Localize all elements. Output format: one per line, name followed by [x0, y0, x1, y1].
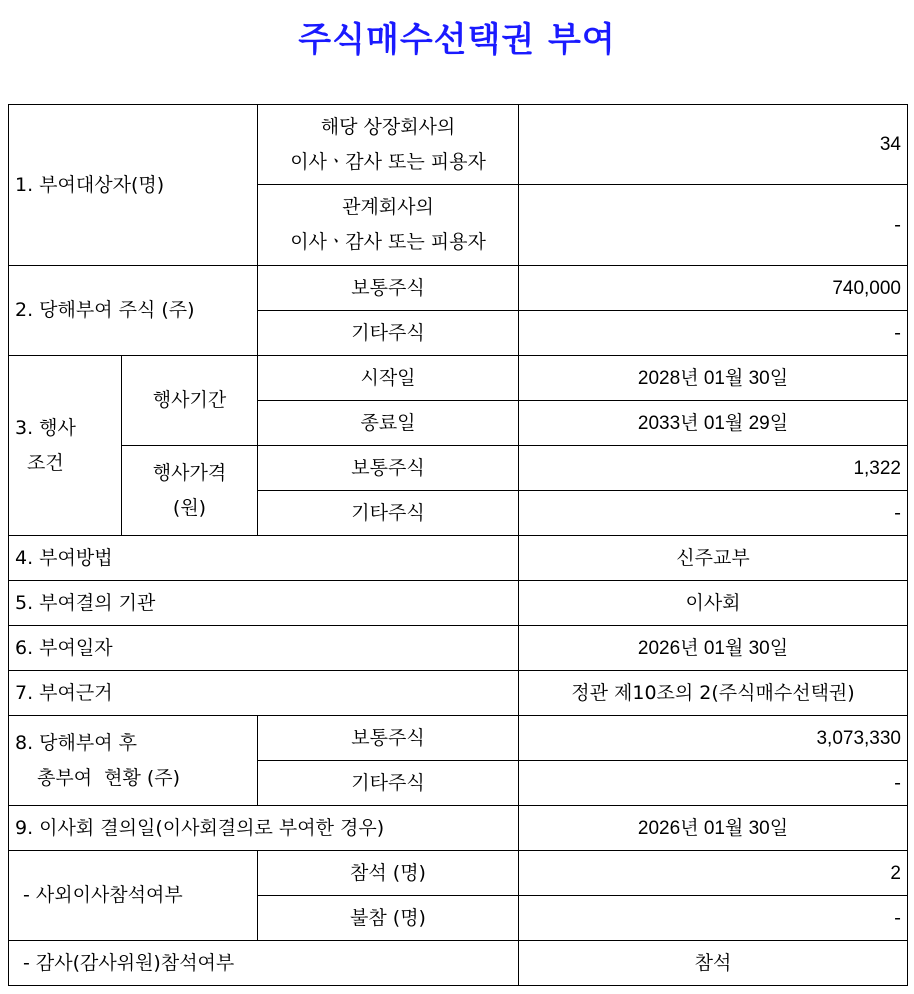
- table-row: [9, 105, 908, 185]
- listed-company-staff-value: 34: [519, 105, 908, 185]
- end-date-value: 2033년 01월 29일: [519, 401, 908, 446]
- board-resolution-date-value: 2026년 01월 30일: [519, 806, 908, 851]
- page-title: 주식매수선택권 부여: [298, 20, 616, 60]
- absent-label: 불참 (명): [258, 896, 519, 941]
- exercise-price-label: [122, 446, 258, 536]
- grant-method-label: 4. 부여방법: [9, 536, 519, 581]
- auditor-attendance-value: 참석: [519, 941, 908, 986]
- granted-common-value: 740,000: [519, 266, 908, 311]
- grant-date-label: 6. 부여일자: [9, 626, 519, 671]
- stock-option-grant-table: [8, 104, 908, 986]
- table-row: [9, 626, 908, 671]
- outside-directors-label: - 사외이사참석여부: [9, 851, 258, 941]
- table-row: [9, 446, 908, 491]
- attended-label: 참석 (명): [258, 851, 519, 896]
- label-line: 이사ㆍ감사 또는 피용자: [290, 150, 486, 173]
- table-row: [9, 716, 908, 761]
- affiliate-staff-value: -: [519, 185, 908, 266]
- grant-basis-value: 정관 제10조의 2(주식매수선택권): [519, 671, 908, 716]
- table-row: [9, 266, 908, 311]
- board-resolution-date-label: 9. 이사회 결의일(이사회결의로 부여한 경우): [9, 806, 519, 851]
- attended-value: 2: [519, 851, 908, 896]
- table-row: [9, 671, 908, 716]
- label-line: (원): [172, 496, 207, 519]
- affiliate-staff-label: [258, 185, 519, 266]
- listed-company-staff-label: [258, 105, 519, 185]
- label-line: 이사ㆍ감사 또는 피용자: [290, 231, 486, 253]
- grant-date-value: 2026년 01월 30일: [519, 626, 908, 671]
- grant-basis-label: 7. 부여근거: [9, 671, 519, 716]
- label-line: 해당 상장회사의: [320, 115, 456, 138]
- table-row: [9, 806, 908, 851]
- recipients-label: 1. 부여대상자(명): [9, 105, 258, 266]
- auditor-attendance-label: - 감사(감사위원)참석여부: [9, 941, 519, 986]
- total-common-label: 보통주식: [258, 716, 519, 761]
- table-row: [9, 356, 908, 401]
- label-line: 행사가격: [152, 461, 227, 484]
- table-row: [9, 536, 908, 581]
- table-row: [9, 941, 908, 986]
- absent-value: -: [519, 896, 908, 941]
- total-other-label: 기타주식: [258, 761, 519, 806]
- exercise-conditions-label: [9, 356, 122, 536]
- table-row: [9, 581, 908, 626]
- price-other-label: 기타주식: [258, 491, 519, 536]
- label-line: 관계회사의: [342, 196, 434, 218]
- start-date-label: 시작일: [258, 356, 519, 401]
- total-other-value: -: [519, 761, 908, 806]
- price-common-label: 보통주식: [258, 446, 519, 491]
- resolution-body-label: 5. 부여결의 기관: [9, 581, 519, 626]
- price-common-value: 1,322: [519, 446, 908, 491]
- label-line: 조건: [27, 451, 64, 474]
- common-stock-label: 보통주식: [258, 266, 519, 311]
- exercise-period-label: 행사기간: [122, 356, 258, 446]
- other-stock-label: 기타주식: [258, 311, 519, 356]
- price-other-value: -: [519, 491, 908, 536]
- total-common-value: 3,073,330: [519, 716, 908, 761]
- total-granted-label: [9, 716, 258, 806]
- start-date-value: 2028년 01월 30일: [519, 356, 908, 401]
- label-line: 8. 당해부여 후: [15, 731, 137, 754]
- table-row: [9, 851, 908, 896]
- resolution-body-value: 이사회: [519, 581, 908, 626]
- grant-method-value: 신주교부: [519, 536, 908, 581]
- granted-other-value: -: [519, 311, 908, 356]
- label-line: 총부여 현황 (주): [37, 766, 181, 789]
- label-line: 3. 행사: [15, 416, 76, 439]
- end-date-label: 종료일: [258, 401, 519, 446]
- granted-shares-label: 2. 당해부여 주식 (주): [9, 266, 258, 356]
